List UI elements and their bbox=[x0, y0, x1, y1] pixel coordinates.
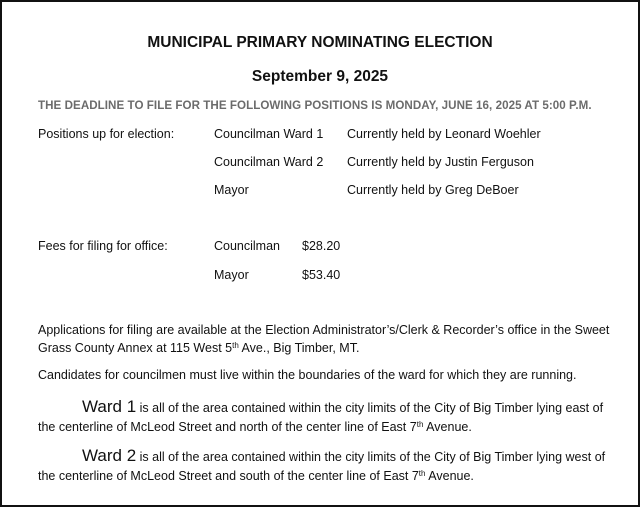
ward-2-description: Ward 2 is all of the area contained within the city limits of the City of Big Timber lying west of the centerline of McLeod Street and south of the center line of East 7th Avenue. bbox=[38, 446, 606, 483]
positions-label: Positions up for election: bbox=[38, 127, 175, 141]
fee-office: Councilman bbox=[214, 239, 281, 253]
residency-requirement: Candidates for councilmen must live within the boundaries of the ward for which they are running. bbox=[38, 368, 577, 382]
position-name: Mayor bbox=[214, 183, 249, 197]
position-holder: Currently held by Leonard Woehler bbox=[347, 127, 541, 141]
fee-amount: $53.40 bbox=[302, 268, 341, 282]
position-holder: Currently held by Greg DeBoer bbox=[347, 183, 519, 197]
ward-name: Ward 1 bbox=[82, 397, 137, 416]
fees-label: Fees for filing for office: bbox=[38, 239, 168, 253]
ward-name: Ward 2 bbox=[82, 446, 137, 465]
applications-paragraph: Applications for filing are available at the Election Administrator’s/Clerk & Recorder’s office in the Sweet Grass County Annex at 115 West 5th Ave., Big Timber, MT. bbox=[38, 323, 610, 355]
notice-title: MUNICIPAL PRIMARY NOMINATING ELECTION bbox=[147, 34, 493, 51]
election-date: September 9, 2025 bbox=[251, 68, 389, 85]
filing-deadline: THE DEADLINE TO FILE FOR THE FOLLOWING POSITIONS IS MONDAY, JUNE 16, 2025 AT 5:00 P.M. bbox=[38, 99, 592, 112]
fee-office: Mayor bbox=[214, 268, 249, 282]
position-name: Councilman Ward 2 bbox=[214, 155, 324, 169]
ward-1-description: Ward 1 is all of the area contained within the city limits of the City of Big Timber lying east of the centerline of McLeod Street and north of the center line of East 7th Avenue. bbox=[38, 397, 604, 434]
fee-amount: $28.20 bbox=[302, 239, 341, 253]
position-name: Councilman Ward 1 bbox=[214, 127, 324, 141]
position-holder: Currently held by Justin Ferguson bbox=[347, 155, 534, 169]
